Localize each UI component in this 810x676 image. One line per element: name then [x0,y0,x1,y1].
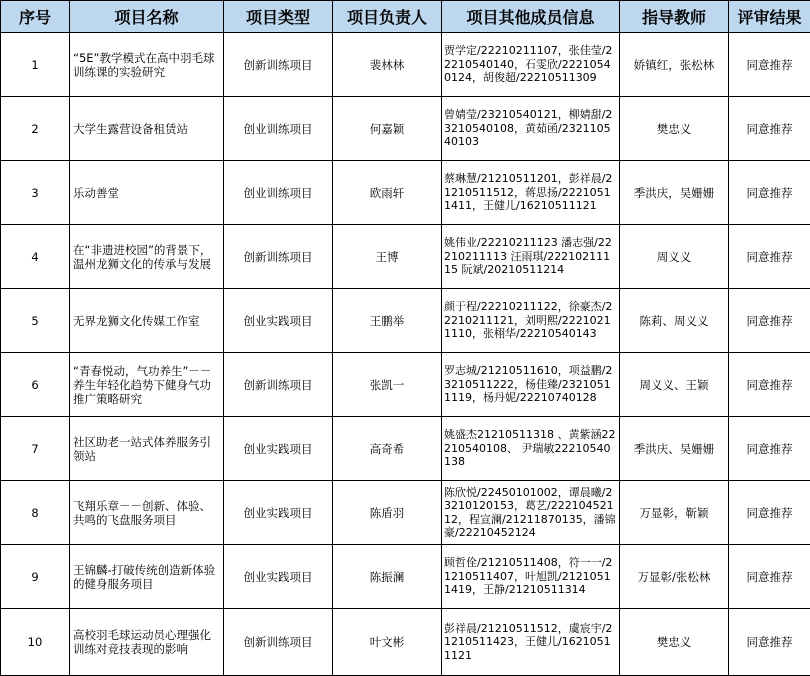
cell-leader: 王博 [333,225,442,289]
cell-name: “青春悦动，气功养生”－－养生年轻化趋势下健身气功推广策略研究 [70,353,224,417]
table-row [1,609,810,676]
cell-result: 同意推荐 [729,417,810,481]
cell-leader: 叶文彬 [333,609,442,676]
header-leader: 项目负责人 [333,1,442,33]
cell-result: 同意推荐 [729,225,810,289]
cell-leader: 陈振澜 [333,545,442,609]
header-no: 序号 [1,1,70,33]
cell-leader: 何嘉颖 [333,97,442,161]
cell-type: 创新训练项目 [224,609,333,676]
table-row [1,417,810,481]
cell-no: 3 [1,161,70,225]
cell-members: 姚盛杰21210511318 、黄紫涵22210540108、 尹瑞敏22210540138 [442,417,620,481]
header-row [1,1,810,33]
table-row [1,545,810,609]
cell-members: 顾哲佺/21210511408，符一一/21210511407，叶旭凯/21210511419，王静/21210511314 [442,545,620,609]
cell-members: 彭祥晨/21210511512，虞宸宇/21210511423，王健儿/16210511121 [442,609,620,676]
table-row [1,289,810,353]
cell-advisor: 万显彰，靳颖 [620,481,729,545]
cell-result: 同意推荐 [729,545,810,609]
cell-members: 颜于程/22210211122，徐豪杰/22210211121，刘明熙/22210211110，张栩华/22210540143 [442,289,620,353]
cell-advisor: 周义义 [620,225,729,289]
cell-name: 社区助老一站式体养服务引领站 [70,417,224,481]
cell-type: 创业实践项目 [224,481,333,545]
cell-result: 同意推荐 [729,33,810,97]
cell-advisor: 樊忠义 [620,97,729,161]
cell-no: 7 [1,417,70,481]
cell-members: 曾婧莹/23210540121，柳婧甜/23210540108，黄茹函/232110540103 [442,97,620,161]
header-name: 项目名称 [70,1,224,33]
cell-type: 创业实践项目 [224,417,333,481]
cell-name: 乐动善堂 [70,161,224,225]
cell-name: 无界龙狮文化传媒工作室 [70,289,224,353]
cell-members: 贾学定/22210211107，张佳莹/22210540140，石雯欣/22210540124，胡俊超/22210511309 [442,33,620,97]
header-result: 评审结果 [729,1,810,33]
cell-members: 蔡琳慧/21210511201，彭祥晨/21210511512，蒋思扬/22210511411，王健儿/16210511121 [442,161,620,225]
cell-leader: 陈盾羽 [333,481,442,545]
table-row [1,97,810,161]
table-row [1,481,810,545]
cell-advisor: 陈莉、周义义 [620,289,729,353]
cell-no: 2 [1,97,70,161]
cell-type: 创新训练项目 [224,33,333,97]
header-advisor: 指导教师 [620,1,729,33]
cell-no: 4 [1,225,70,289]
cell-advisor: 季洪庆，吴姗姗 [620,161,729,225]
cell-leader: 王鹏举 [333,289,442,353]
cell-members: 姚伟业/22210211123 潘志强/22210211113 汪雨琪/22210211115 阮斌/20210511214 [442,225,620,289]
cell-advisor: 周义义、王颖 [620,353,729,417]
cell-no: 10 [1,609,70,676]
cell-advisor: 季洪庆、吴姗姗 [620,417,729,481]
cell-type: 创新训练项目 [224,353,333,417]
cell-result: 同意推荐 [729,353,810,417]
cell-type: 创业训练项目 [224,97,333,161]
cell-result: 同意推荐 [729,481,810,545]
cell-advisor: 娇镇红，张松林 [620,33,729,97]
cell-result: 同意推荐 [729,161,810,225]
cell-leader: 张凯一 [333,353,442,417]
cell-advisor: 万显彰/张松林 [620,545,729,609]
cell-leader: 裴林林 [333,33,442,97]
cell-no: 1 [1,33,70,97]
cell-name: 飞翔乐章－－创新、体验、共鸣的飞盘服务项目 [70,481,224,545]
cell-name: 在“非遗进校园”的背景下，温州龙狮文化的传承与发展 [70,225,224,289]
cell-no: 6 [1,353,70,417]
cell-no: 5 [1,289,70,353]
cell-name: “5E”教学模式在高中羽毛球训练课的实验研究 [70,33,224,97]
cell-result: 同意推荐 [729,289,810,353]
table-row [1,353,810,417]
cell-name: 高校羽毛球运动员心理强化训练对竞技表现的影响 [70,609,224,676]
cell-leader: 欧雨轩 [333,161,442,225]
cell-leader: 高奇希 [333,417,442,481]
cell-no: 8 [1,481,70,545]
table-row [1,161,810,225]
cell-type: 创业实践项目 [224,289,333,353]
cell-advisor: 樊忠义 [620,609,729,676]
cell-type: 创业训练项目 [224,161,333,225]
cell-result: 同意推荐 [729,97,810,161]
cell-type: 创业实践项目 [224,545,333,609]
header-type: 项目类型 [224,1,333,33]
cell-members: 罗志城/21210511610，项益鹏/23210511222，杨佳臻/23210511119，杨丹妮/22210740128 [442,353,620,417]
cell-members: 陈欣悦/22450101002，谭晨曦/23210120153，葛艺/22210452112，程宣澜/21211870135，潘锦豪/22210452124 [442,481,620,545]
cell-type: 创新训练项目 [224,225,333,289]
table-row [1,33,810,97]
cell-result: 同意推荐 [729,609,810,676]
table-row [1,225,810,289]
header-members: 项目其他成员信息 [442,1,620,33]
cell-no: 9 [1,545,70,609]
cell-name: 大学生露营设备租赁站 [70,97,224,161]
cell-name: 王锦麟-打破传统创造新体验的健身服务项目 [70,545,224,609]
